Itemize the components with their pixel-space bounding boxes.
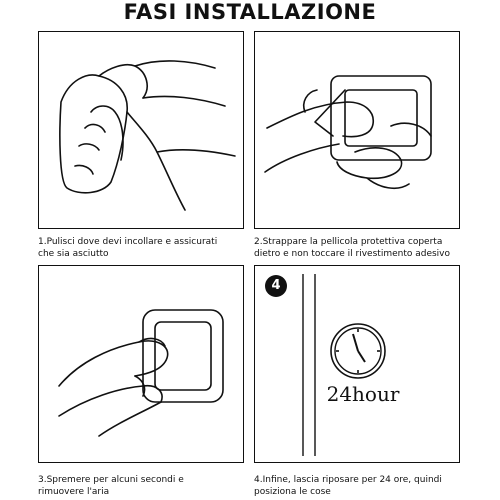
step-2-caption-line-2: dietro e non toccare il rivestimento adesivo — [254, 249, 451, 259]
peeling-film-illustration — [255, 32, 461, 230]
step-1-caption-line-2: che sia asciutto — [38, 249, 109, 259]
step-3-caption-line-1: 3.Spremere per alcuni secondi e — [38, 475, 184, 485]
wait-24-hours-illustration — [255, 266, 461, 464]
step-2-caption — [254, 236, 466, 260]
step-3-caption — [38, 474, 250, 498]
step-1-caption-line-1: 1.Pulisci dove devi incollare e assicurati — [38, 237, 218, 247]
step-4-caption-line-1: 4.Infine, lascia riposare per 24 ore, quindi — [254, 475, 442, 485]
step-3-caption-line-2: rimuovere l'aria — [38, 487, 110, 497]
step-4-illustration — [254, 265, 460, 463]
step-2-caption-line-1: 2.Strappare la pellicola protettiva coperta — [254, 237, 443, 247]
step-4-caption-line-2: posiziona le cose — [254, 487, 331, 497]
step-number-badge: 4 — [265, 275, 287, 297]
step-1-illustration — [38, 31, 244, 229]
pressing-hand-illustration — [39, 266, 245, 464]
step-1-caption — [38, 236, 250, 260]
page-title: FASI INSTALLAZIONE — [123, 0, 377, 24]
step-3-illustration — [38, 265, 244, 463]
wiping-hand-illustration — [39, 32, 245, 230]
step-4-caption — [254, 474, 466, 498]
step-2-illustration — [254, 31, 460, 229]
clock-duration-text: 24hour — [326, 382, 400, 406]
